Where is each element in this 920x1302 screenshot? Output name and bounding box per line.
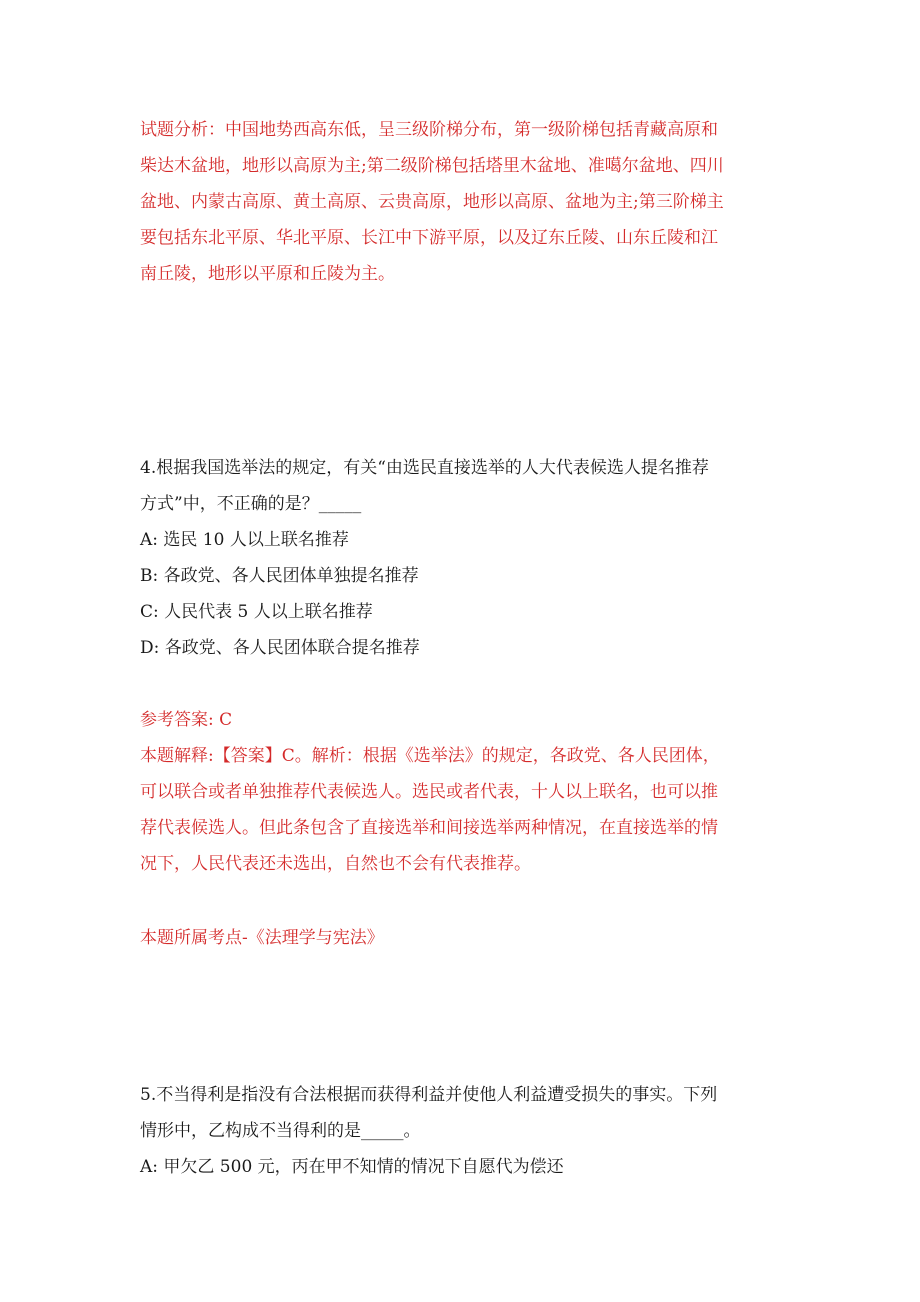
analysis-line: 要包括东北平原、华北平原、长江中下游平原，以及辽东丘陵、山东丘陵和江 [140,228,718,248]
question-stem-line: 情形中，乙构成不当得利的是_____。 [140,1121,421,1141]
analysis-line: 南丘陵，地形以平原和丘陵为主。 [140,264,395,284]
option-d: D: 各政党、各人民团体联合提名推荐 [140,638,420,658]
explanation-line: 况下，人民代表还未选出，自然也不会有代表推荐。 [140,854,531,874]
question-stem-line: 4.根据我国选举法的规定，有关“由选民直接选举的人大代表候选人提名推荐 [140,458,709,478]
analysis-line: 柴达木盆地，地形以高原为主;第二级阶梯包括塔里木盆地、准噶尔盆地、四川 [140,156,724,176]
topic-label: 本题所属考点-《法理学与宪法》 [140,928,384,948]
explanation-line: 可以联合或者单独推荐代表候选人。选民或者代表，十人以上联名，也可以推 [140,782,718,802]
question-stem-line: 方式”中，不正确的是？_____ [140,494,362,514]
analysis-line: 试题分析：中国地势西高东低，呈三级阶梯分布，第一级阶梯包括青藏高原和 [140,120,718,140]
explanation-line: 荐代表候选人。但此条包含了直接选举和间接选举两种情况，在直接选举的情 [140,818,718,838]
question-stem-line: 5.不当得利是指没有合法根据而获得利益并使他人利益遭受损失的事实。下列 [140,1085,718,1105]
reference-answer: 参考答案: C [140,710,233,730]
option-b: B: 各政党、各人民团体单独提名推荐 [140,566,419,586]
explanation-line: 本题解释:【答案】C。解析：根据《选举法》的规定，各政党、各人民团体， [140,746,720,766]
option-a: A: 选民 10 人以上联名推荐 [140,530,349,550]
option-c: C: 人民代表 5 人以上联名推荐 [140,602,373,622]
analysis-line: 盆地、内蒙古高原、黄土高原、云贵高原，地形以高原、盆地为主;第三阶梯主 [140,192,724,212]
option-a: A: 甲欠乙 500 元，丙在甲不知情的情况下自愿代为偿还 [140,1157,564,1177]
